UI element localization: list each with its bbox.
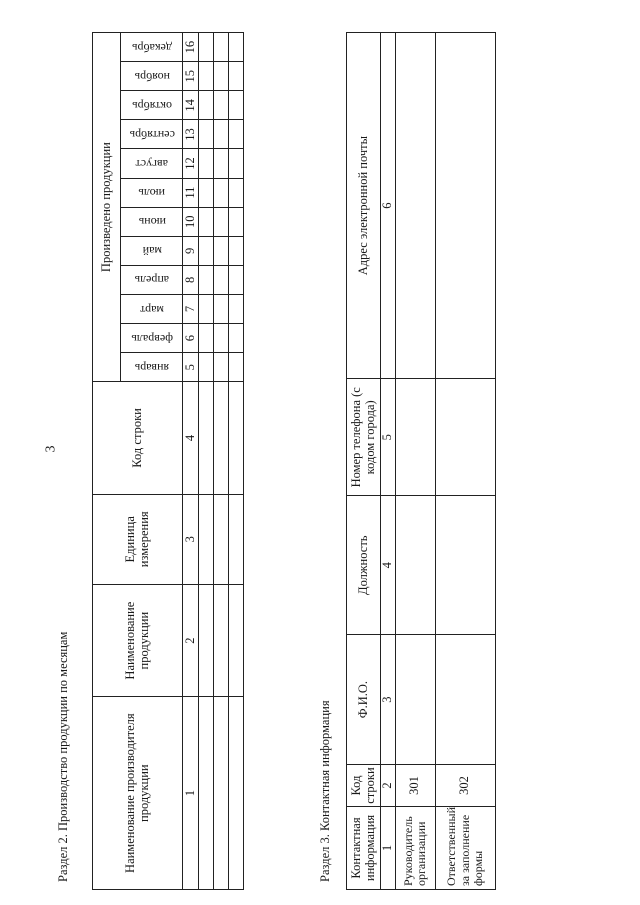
table-cell[interactable] [214, 324, 229, 353]
col-number: 6 [183, 324, 199, 353]
month-header: февраль [121, 324, 183, 353]
col-number: 7 [183, 294, 199, 323]
row-code: 302 [435, 765, 495, 807]
table-cell[interactable] [229, 62, 244, 91]
col-number: 3 [183, 494, 199, 584]
col-number: 10 [183, 207, 199, 236]
table-cell[interactable] [229, 324, 244, 353]
month-header: июль [121, 178, 183, 207]
month-header: апрель [121, 265, 183, 294]
table-row [229, 33, 244, 890]
col-number: 11 [183, 178, 199, 207]
month-header: май [121, 236, 183, 265]
table-cell[interactable] [229, 91, 244, 120]
section2-title: Раздел 2. Производство продукции по месяцам [56, 631, 70, 882]
month-header: июнь [121, 207, 183, 236]
table-cell[interactable] [214, 178, 229, 207]
table-cell[interactable] [199, 149, 214, 178]
table-cell[interactable] [199, 62, 214, 91]
header-producer: Наименование производителя продукции [93, 697, 183, 890]
phone-cell[interactable] [395, 379, 435, 496]
col-number: 4 [381, 496, 396, 635]
table-cell[interactable] [214, 697, 229, 890]
table-cell[interactable] [199, 584, 214, 696]
table-cell[interactable] [214, 149, 229, 178]
table-cell[interactable] [214, 294, 229, 323]
col-number: 6 [381, 33, 396, 379]
table-cell[interactable] [214, 584, 229, 696]
table-cell[interactable] [199, 324, 214, 353]
month-header: сентябрь [121, 120, 183, 149]
table-cell[interactable] [199, 207, 214, 236]
table-cell[interactable] [214, 353, 229, 382]
header-fio: Ф.И.О. [347, 635, 381, 765]
col-number: 1 [381, 806, 396, 889]
month-header: декабрь [121, 33, 183, 62]
table-cell[interactable] [229, 382, 244, 494]
row-label: Руководитель организации [395, 806, 435, 889]
month-header: январь [121, 353, 183, 382]
table-cell[interactable] [214, 265, 229, 294]
table-cell[interactable] [229, 120, 244, 149]
table-cell[interactable] [199, 294, 214, 323]
col-number: 16 [183, 33, 199, 62]
table-cell[interactable] [214, 33, 229, 62]
header-unit: Единица измерения [93, 494, 183, 584]
table-cell[interactable] [229, 353, 244, 382]
table-cell[interactable] [199, 265, 214, 294]
table-cell[interactable] [229, 494, 244, 584]
table-cell[interactable] [214, 207, 229, 236]
table-cell[interactable] [214, 494, 229, 584]
phone-cell[interactable] [435, 379, 495, 496]
table-cell[interactable] [214, 382, 229, 494]
position-cell[interactable] [395, 496, 435, 635]
table-cell[interactable] [214, 120, 229, 149]
table-cell[interactable] [229, 584, 244, 696]
table-cell[interactable] [199, 697, 214, 890]
table-cell[interactable] [199, 494, 214, 584]
header-product: Наименование продукции [93, 584, 183, 696]
email-cell[interactable] [395, 33, 435, 379]
table-row [395, 33, 435, 890]
header-produced: Произведено продукции [93, 33, 121, 382]
table-cell[interactable] [199, 353, 214, 382]
header-row-code: Код строки [347, 765, 381, 807]
table-cell[interactable] [229, 33, 244, 62]
month-header: ноябрь [121, 62, 183, 91]
col-number: 9 [183, 236, 199, 265]
table-cell[interactable] [229, 236, 244, 265]
table-cell[interactable] [229, 294, 244, 323]
month-header: октябрь [121, 91, 183, 120]
col-number: 13 [183, 120, 199, 149]
col-number: 4 [183, 382, 199, 494]
table-cell[interactable] [229, 265, 244, 294]
col-number: 5 [381, 379, 396, 496]
table-cell[interactable] [199, 33, 214, 62]
table-cell[interactable] [229, 149, 244, 178]
rotated-form [40, 30, 610, 890]
month-header: март [121, 294, 183, 323]
table-cell[interactable] [214, 91, 229, 120]
header-position: Должность [347, 496, 381, 635]
table-cell[interactable] [199, 178, 214, 207]
table-row [199, 33, 214, 890]
month-header: август [121, 149, 183, 178]
page-number: 3 [43, 445, 59, 453]
fio-cell[interactable] [395, 635, 435, 765]
row-label: Ответственный за заполнение формы [435, 806, 495, 889]
header-phone: Номер телефона (с кодом города) [347, 379, 381, 496]
table-cell[interactable] [199, 236, 214, 265]
position-cell[interactable] [435, 496, 495, 635]
table-row [214, 33, 229, 890]
table-cell[interactable] [199, 120, 214, 149]
production-table [92, 32, 244, 890]
table-cell[interactable] [229, 207, 244, 236]
header-contact: Контактная информация [347, 806, 381, 889]
col-number: 3 [381, 635, 396, 765]
table-row [435, 33, 495, 890]
row-code: 301 [395, 765, 435, 807]
header-email: Адрес электронной почты [347, 33, 381, 379]
table-cell[interactable] [214, 236, 229, 265]
table-cell[interactable] [199, 382, 214, 494]
table-cell[interactable] [229, 178, 244, 207]
table-cell[interactable] [229, 697, 244, 890]
table-cell[interactable] [214, 62, 229, 91]
col-number: 12 [183, 149, 199, 178]
col-number: 2 [183, 584, 199, 696]
col-number: 15 [183, 62, 199, 91]
col-number: 14 [183, 91, 199, 120]
col-number: 2 [381, 765, 396, 807]
col-number: 1 [183, 697, 199, 890]
section3-title: Раздел 3. Контактная информация [318, 700, 332, 882]
table-cell[interactable] [199, 91, 214, 120]
col-number: 5 [183, 353, 199, 382]
contact-table [346, 32, 496, 890]
header-row-code: Код строки [93, 382, 183, 494]
fio-cell[interactable] [435, 635, 495, 765]
email-cell[interactable] [435, 33, 495, 379]
col-number: 8 [183, 265, 199, 294]
